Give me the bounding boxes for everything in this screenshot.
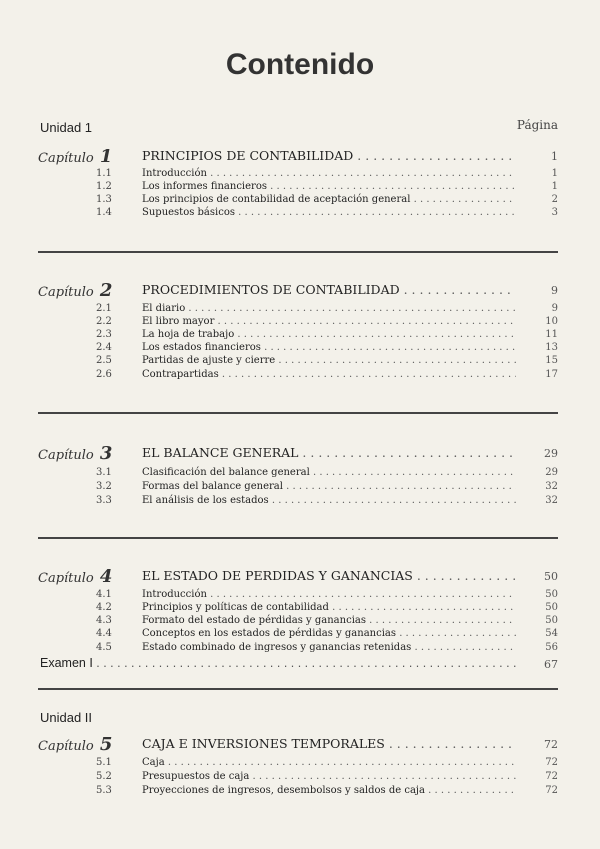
chapter-title: PROCEDIMIENTOS DE CONTABILIDAD . . . [142,282,516,297]
section-divider [38,688,558,690]
section-divider [38,537,558,539]
toc-entry[interactable]: 2.1 El diario . . . 9 [96,302,558,315]
chapter-3-heading[interactable] [38,443,558,463]
chapter-page: 1 [551,150,558,163]
toc-entry[interactable]: 2.3 La hoja de trabajo . . . 11 [96,328,558,341]
chapter-page: 29 [544,447,558,460]
page-column-label: Página [516,118,558,132]
chapter-4-heading[interactable] [38,566,558,586]
section-divider [38,412,558,414]
toc-entry[interactable]: 2.2 El libro mayor . . . 10 [96,315,558,328]
toc-entry[interactable]: 4.1 Introducción . . . 50 [96,588,558,601]
unit-1-label: Unidad 1 [40,120,93,135]
chapter-label: Capítulo 5 [38,734,113,755]
chapter-page: 9 [551,284,558,297]
chapter-label: Capítulo 1 [38,146,113,167]
toc-entry[interactable]: 1.3 Los principios de contabilidad de aceptación general . . . 2 [96,193,558,206]
section-divider [38,251,558,253]
chapter-title: PRINCIPIOS DE CONTABILIDAD . . . [142,148,516,163]
toc-entry[interactable]: 1.2 Los informes financieros . . . 1 [96,180,558,193]
chapter-label: Capítulo 4 [38,566,113,587]
toc-entry[interactable]: 4.3 Formato del estado de pérdidas y ganancias . . . 50 [96,614,558,627]
unit-2-label: Unidad II [40,710,93,725]
toc-entry[interactable]: 1.4 Supuestos básicos . . . 3 [96,206,558,219]
chapter-label: Capítulo 2 [38,280,113,301]
toc-entry[interactable]: 1.1 Introducción . . . 1 [96,167,558,180]
toc-entry[interactable]: 2.5 Partidas de ajuste y cierre . . . 15 [96,354,558,367]
toc-entry[interactable]: 4.4 Conceptos en los estados de pérdidas y ganancias . . . 54 [96,627,558,640]
toc-entry[interactable]: 2.6 Contrapartidas . . . 17 [96,368,558,381]
toc-entry[interactable]: 5.1 Caja . . . 72 [96,756,558,769]
toc-entry[interactable]: 2.4 Los estados financieros . . . 13 [96,341,558,354]
toc-entry[interactable]: 4.2 Principios y políticas de contabilidad . . . 50 [96,601,558,614]
toc-entry[interactable]: 3.3 El análisis de los estados . . . 32 [96,494,558,507]
chapter-page: 72 [544,738,558,751]
toc-entry[interactable]: 3.2 Formas del balance general . . . 32 [96,480,558,493]
chapter-page: 50 [544,570,558,583]
toc-entry[interactable]: 3.1 Clasificación del balance general . . . 29 [96,466,558,479]
chapter-5-heading[interactable] [38,734,558,754]
chapter-label: Capítulo 3 [38,443,113,464]
exam-page: 67 [544,658,558,671]
exam-label: Examen I . . . [40,656,516,670]
chapter-title: CAJA E INVERSIONES TEMPORALES . . . [142,736,516,751]
chapter-title: EL BALANCE GENERAL . . . [142,445,516,460]
chapter-1-heading[interactable] [38,146,558,166]
page-title: Contenido [225,48,375,81]
chapter-title: EL ESTADO DE PERDIDAS Y GANANCIAS . . . [142,568,516,583]
exam-1-entry[interactable] [40,656,558,672]
toc-entry[interactable]: 4.5 Estado combinado de ingresos y ganancias retenidas . . . 56 [96,641,558,654]
toc-entry[interactable]: 5.2 Presupuestos de caja . . . 72 [96,770,558,783]
toc-entry[interactable]: 5.3 Proyecciones de ingresos, desembolsos y saldos de caja . . . 72 [96,784,558,797]
chapter-2-heading[interactable] [38,280,558,300]
